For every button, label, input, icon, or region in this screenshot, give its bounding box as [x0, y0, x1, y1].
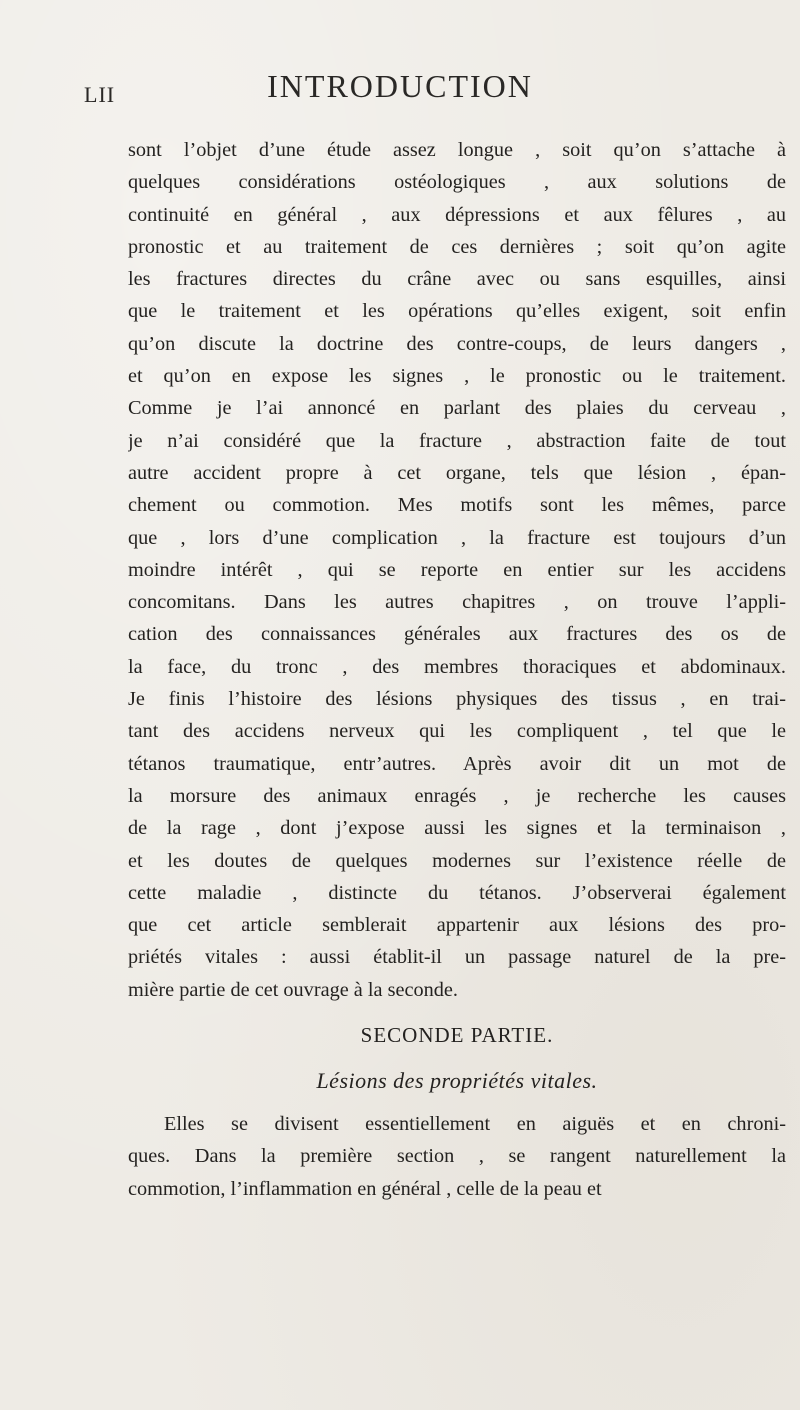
text-line: que le traitement et les opérations qu’elles exigent, soit enfin	[128, 300, 786, 323]
text-line: ques. Dans la première section , se rangent naturellement la	[128, 1145, 786, 1168]
text-line: Elles se divisent essentiellement en aiguës et en chroni-	[164, 1113, 786, 1136]
section-subtitle: Lésions des propriétés vitales.	[316, 1068, 598, 1094]
body-text	[128, 134, 786, 1205]
page-header	[0, 68, 800, 118]
text-line: de la rage , dont j’expose aussi les signes et la terminaison ,	[128, 817, 786, 840]
text-line: cette maladie , distincte du tétanos. J’observerai également	[128, 881, 786, 904]
text-line: autre accident propre à cet organe, tels que lésion , épan-	[128, 461, 786, 484]
text-line: Comme je l’ai annoncé en parlant des plaies du cerveau ,	[128, 397, 786, 420]
text-line: commotion, l’inflammation en général , celle de la peau et	[128, 1177, 602, 1200]
page-number: LII	[84, 82, 116, 107]
text-line: que , lors d’une complication , la fracture est toujours d’un	[128, 526, 786, 549]
text-line: cation des connaissances générales aux fractures des os de	[128, 623, 786, 646]
text-line: pronostic et au traitement de ces dernières ; soit qu’on agite	[128, 235, 786, 258]
text-line: mière partie de cet ouvrage à la seconde.	[128, 978, 458, 1001]
section-title: SECONDE PARTIE.	[360, 1023, 554, 1048]
text-line: la morsure des animaux enragés , je recherche les causes	[128, 784, 786, 807]
text-line: tant des accidens nerveux qui les compliquent , tel que le	[128, 720, 786, 743]
text-line: tétanos traumatique, entr’autres. Après avoir dit un mot de	[128, 752, 786, 775]
text-line: Je finis l’histoire des lésions physiques des tissus , en trai-	[128, 688, 786, 711]
text-line: les fractures directes du crâne avec ou sans esquilles, ainsi	[128, 268, 786, 291]
text-line: je n’ai considéré que la fracture , abstraction faite de tout	[128, 429, 786, 452]
text-line: et qu’on en expose les signes , le pronostic ou le traitement.	[128, 365, 786, 388]
paragraph-2	[128, 1108, 786, 1205]
text-line: moindre intérêt , qui se reporte en entier sur les accidens	[128, 558, 786, 581]
running-head: INTRODUCTION	[267, 68, 533, 104]
text-line: sont l’objet d’une étude assez longue , soit qu’on s’attache à	[128, 139, 786, 161]
text-line: quelques considérations ostéologiques , aux solutions de	[128, 171, 786, 194]
text-line: priétés vitales : aussi établit-il un passage naturel de la pre-	[128, 946, 786, 969]
paragraph-1	[128, 134, 786, 1006]
text-line: concomitans. Dans les autres chapitres , on trouve l’appli-	[128, 591, 786, 614]
text-line: la face, du tronc , des membres thoraciques et abdominaux.	[128, 655, 786, 678]
text-line: que cet article semblerait appartenir aux lésions des pro-	[128, 914, 786, 937]
text-line: qu’on discute la doctrine des contre-coups, de leurs dangers ,	[128, 332, 786, 355]
text-line: chement ou commotion. Mes motifs sont les mêmes, parce	[128, 494, 786, 517]
text-line: et les doutes de quelques modernes sur l’existence réelle de	[128, 849, 786, 872]
text-line: continuité en général , aux dépressions et aux fêlures , au	[128, 203, 786, 226]
